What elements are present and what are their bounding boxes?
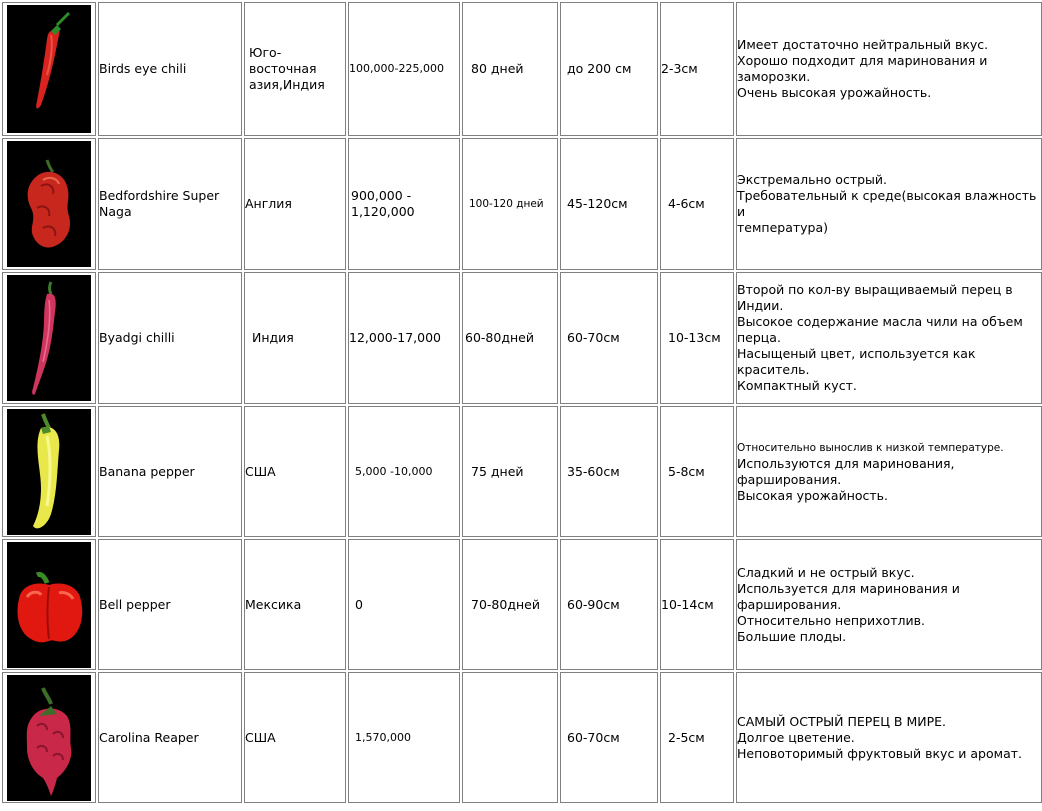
pepper-size: 2-3см <box>660 2 734 136</box>
note-line: Сладкий и не острый вкус. <box>737 564 915 580</box>
pepper-height: 60-90см <box>560 539 658 670</box>
note-line: Экстремально острый. <box>737 172 887 187</box>
note-line: Второй по кол-ву выращиваемый перец в Индии. <box>737 282 1013 313</box>
pepper-name: Banana pepper <box>98 406 242 537</box>
pepper-days: 75 дней <box>462 406 558 537</box>
pepper-image-cell <box>2 406 96 537</box>
note-line: Используются для маринования, фарширования. <box>737 455 955 487</box>
note-line: Насыщеный цвет, используется как краситель. <box>737 346 976 377</box>
pepper-name: Byadgi chilli <box>98 272 242 404</box>
pepper-image-cell <box>2 2 96 136</box>
pepper-name: Birds eye chili <box>98 2 242 136</box>
pepper-days: 70-80дней <box>462 539 558 670</box>
note-line: Хорошо подходит для маринования и заморозки. <box>737 53 988 84</box>
note-line: Большие плоды. <box>737 628 847 644</box>
carolina-reaper-photo-icon <box>7 675 91 801</box>
pepper-notes <box>736 138 1042 270</box>
pepper-scoville: 5,000 -10,000 <box>348 406 460 537</box>
pepper-size: 2-5см <box>660 672 734 803</box>
pepper-height: 35-60см <box>560 406 658 537</box>
pepper-scoville <box>348 138 460 270</box>
table-row <box>2 138 1042 270</box>
pepper-origin: Мексика <box>244 539 346 670</box>
pepper-image-cell <box>2 672 96 803</box>
pepper-name: Bedfordshire Super Naga <box>98 138 242 270</box>
pepper-image-cell <box>2 539 96 670</box>
pepper-origin: Англия <box>244 138 346 270</box>
pepper-height: 60-70см <box>560 672 658 803</box>
pepper-notes <box>736 672 1042 803</box>
note-line: Высокая урожайность. <box>737 487 889 503</box>
note-line: температура) <box>737 220 829 235</box>
pepper-scoville: 1,570,000 <box>348 672 460 803</box>
note-line: Очень высокая урожайность. <box>737 85 932 100</box>
note-line: САМЫЙ ОСТРЫЙ ПЕРЕЦ В МИРЕ. <box>737 713 947 729</box>
red-thin-chili-photo-icon <box>7 5 91 133</box>
red-wrinkled-naga-photo-icon <box>7 141 91 267</box>
pepper-days <box>462 672 558 803</box>
pepper-name: Carolina Reaper <box>98 672 242 803</box>
note-line: Относительно вынослив к низкой температуре. <box>737 441 1004 454</box>
pepper-height: 45-120см <box>560 138 658 270</box>
pepper-notes <box>736 272 1042 404</box>
pepper-origin: Индия <box>244 272 346 404</box>
note-line: Неповоторимый фруктовый вкус и аромат. <box>737 745 1022 761</box>
pepper-size: 4-6см <box>660 138 734 270</box>
pepper-image-cell <box>2 138 96 270</box>
pepper-notes <box>736 2 1042 136</box>
note-line: Относительно неприхотлив. <box>737 612 925 628</box>
pepper-notes <box>736 539 1042 670</box>
table-row <box>2 272 1042 404</box>
pepper-days: 100-120 дней <box>462 138 558 270</box>
pepper-scoville: 100,000-225,000 <box>348 2 460 136</box>
pepper-origin: США <box>244 672 346 803</box>
note-line: Требовательный к среде(высокая влажность и <box>737 188 1037 219</box>
yellow-banana-pepper-photo-icon <box>7 409 91 535</box>
note-line: Высокое содержание масла чили на объем перца. <box>737 314 1023 345</box>
pepper-notes <box>736 406 1042 537</box>
red-bell-pepper-photo-icon <box>7 542 91 668</box>
table-row <box>2 2 1042 136</box>
pepper-height: 60-70см <box>560 272 658 404</box>
table-row <box>2 672 1042 803</box>
pepper-origin <box>244 2 346 136</box>
pepper-size: 10-13см <box>660 272 734 404</box>
note-line: Компактный куст. <box>737 378 857 393</box>
pepper-size: 10-14см <box>660 539 734 670</box>
note-line: Используется для маринования и фарширования. <box>737 580 960 612</box>
pepper-height: до 200 см <box>560 2 658 136</box>
pepper-scoville: 12,000-17,000 <box>348 272 460 404</box>
pepper-scoville-text: 900,000 - 1,120,000 <box>351 188 415 219</box>
pepper-origin: США <box>244 406 346 537</box>
note-line: Долгое цветение. <box>737 729 855 745</box>
pepper-days: 60-80дней <box>462 272 558 404</box>
pepper-size: 5-8см <box>660 406 734 537</box>
note-line: Имеет достаточно нейтральный вкус. <box>737 37 989 52</box>
pepper-origin-text: Юго-восточная азия,Индия <box>249 45 325 92</box>
pepper-image-cell <box>2 272 96 404</box>
pepper-days: 80 дней <box>462 2 558 136</box>
long-pink-chili-photo-icon <box>7 275 91 401</box>
pepper-scoville: 0 <box>348 539 460 670</box>
pepper-name: Bell pepper <box>98 539 242 670</box>
table-row <box>2 406 1042 537</box>
table-row <box>2 539 1042 670</box>
